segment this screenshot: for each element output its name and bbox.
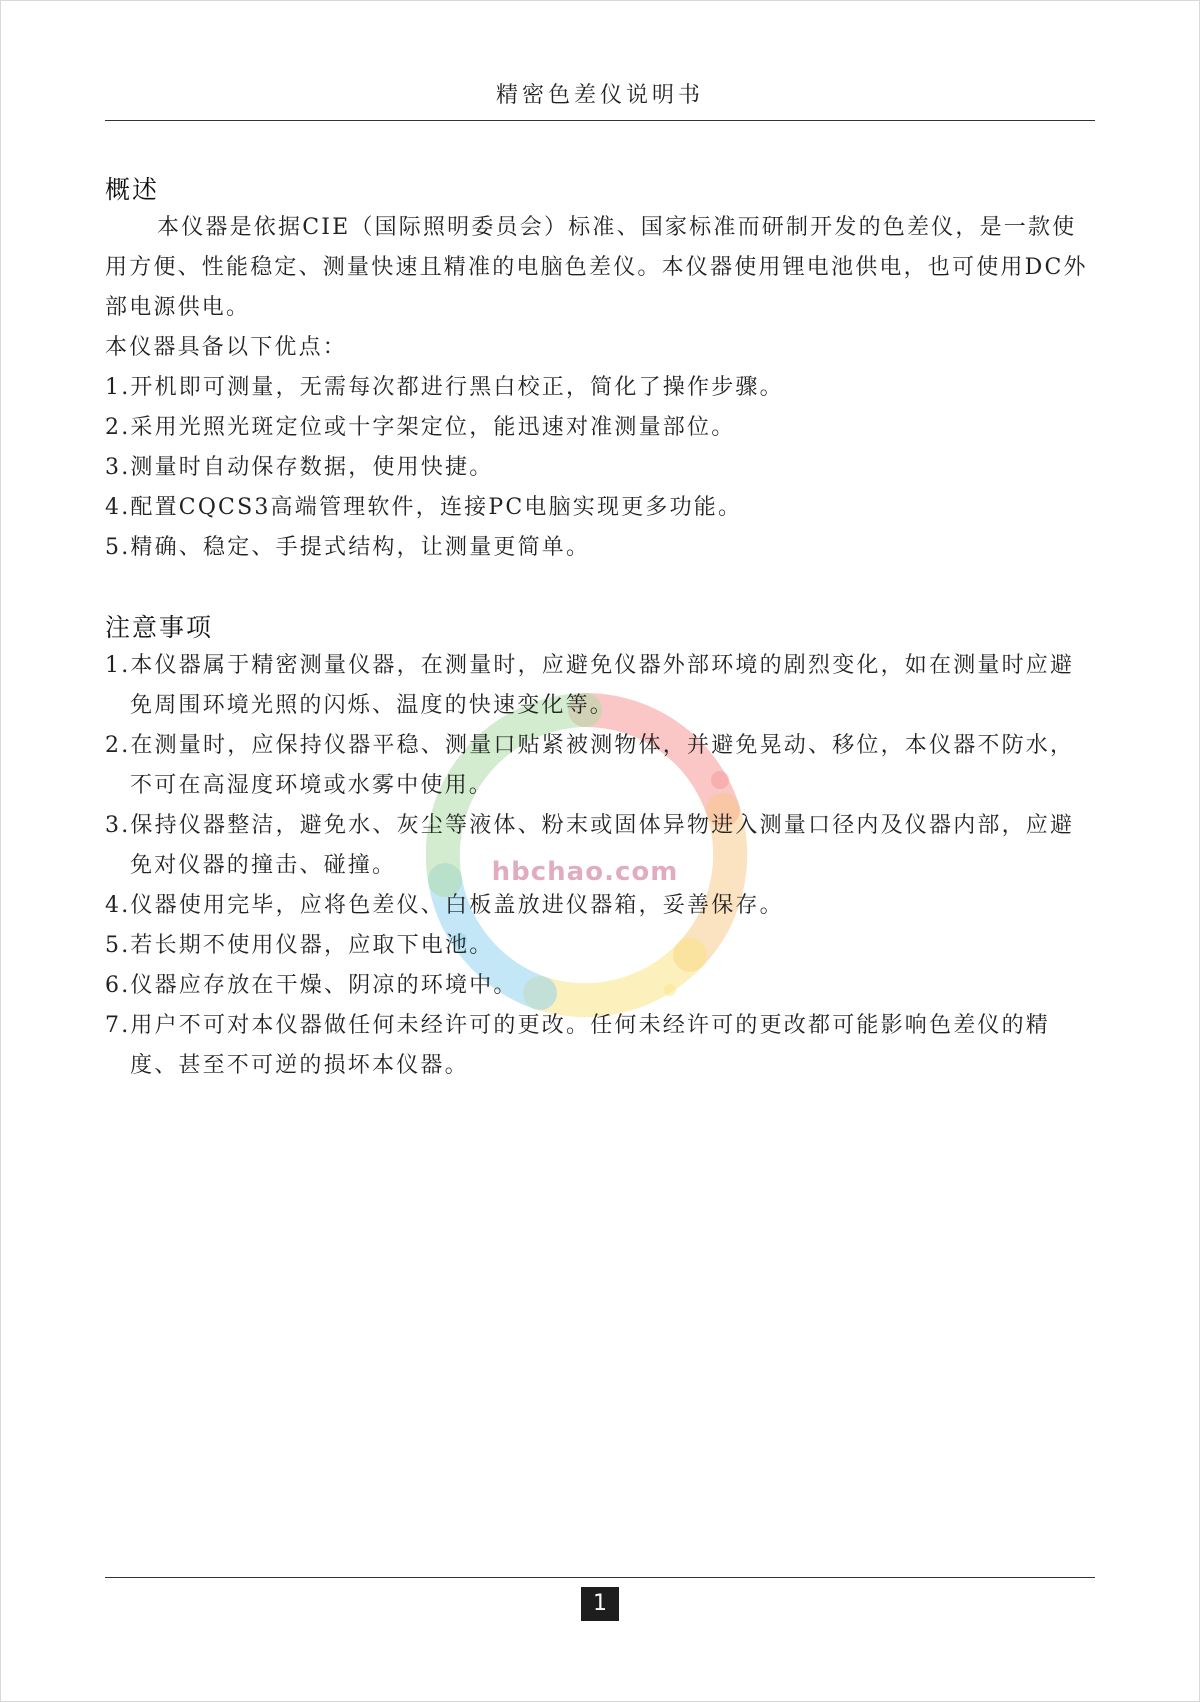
- footer-divider: [105, 1577, 1095, 1578]
- list-item: 5.若长期不使用仪器，应取下电池。: [105, 933, 494, 958]
- list-item: 1.本仪器属于精密测量仪器，在测量时，应避免仪器外部环境的剧烈变化，如在测量时应避免周围环境光照的闪烁、温度的快速变化等。: [105, 653, 1075, 718]
- advantages-intro: 本仪器具备以下优点：: [105, 335, 348, 360]
- watermark-text: hbchao.com: [491, 857, 679, 887]
- header-divider: [105, 120, 1095, 121]
- page-header-title: 精密色差仪说明书: [495, 83, 704, 108]
- page-number: 1: [581, 1587, 619, 1621]
- overview-heading: 概述: [105, 175, 160, 204]
- notes-list: [105, 646, 1098, 1086]
- list-item: 1.开机即可测量，无需每次都进行黑白校正，简化了操作步骤。: [105, 375, 784, 400]
- overview-paragraph: 本仪器是依据CIE（国际照明委员会）标准、国家标准而研制开发的色差仪，是一款使用方便、性能稳定、测量快速且精准的电脑色差仪。本仪器使用锂电池供电，也可使用DC外部电源供电。: [105, 215, 1088, 320]
- list-item: 4.仪器使用完毕，应将色差仪、白板盖放进仪器箱，妥善保存。: [105, 893, 784, 918]
- list-item: 7.用户不可对本仪器做任何未经许可的更改。任何未经许可的更改都可能影响色差仪的精度、甚至不可逆的损坏本仪器。: [105, 1013, 1050, 1078]
- list-item: 5.精确、稳定、手提式结构，让测量更简单。: [105, 535, 591, 560]
- list-item: 4.配置CQCS3高端管理软件，连接PC电脑实现更多功能。: [105, 495, 743, 520]
- list-item: 3.测量时自动保存数据，使用快捷。: [105, 455, 494, 480]
- page-content: [105, 172, 1098, 1086]
- list-item: 2.在测量时，应保持仪器平稳、测量口贴紧被测物体，并避免晃动、移位，本仪器不防水，不可在高湿度环境或水雾中使用。: [105, 733, 1075, 798]
- list-item: 2.采用光照光斑定位或十字架定位，能迅速对准测量部位。: [105, 415, 736, 440]
- list-item: 3.保持仪器整洁，避免水、灰尘等液体、粉末或固体异物进入测量口径内及仪器内部，应避免对仪器的撞击、碰撞。: [105, 813, 1075, 878]
- notes-heading: 注意事项: [105, 613, 214, 642]
- list-item: 6.仪器应存放在干燥、阴凉的环境中。: [105, 973, 518, 998]
- advantages-list: [105, 368, 1098, 568]
- section-spacer: [105, 568, 1098, 610]
